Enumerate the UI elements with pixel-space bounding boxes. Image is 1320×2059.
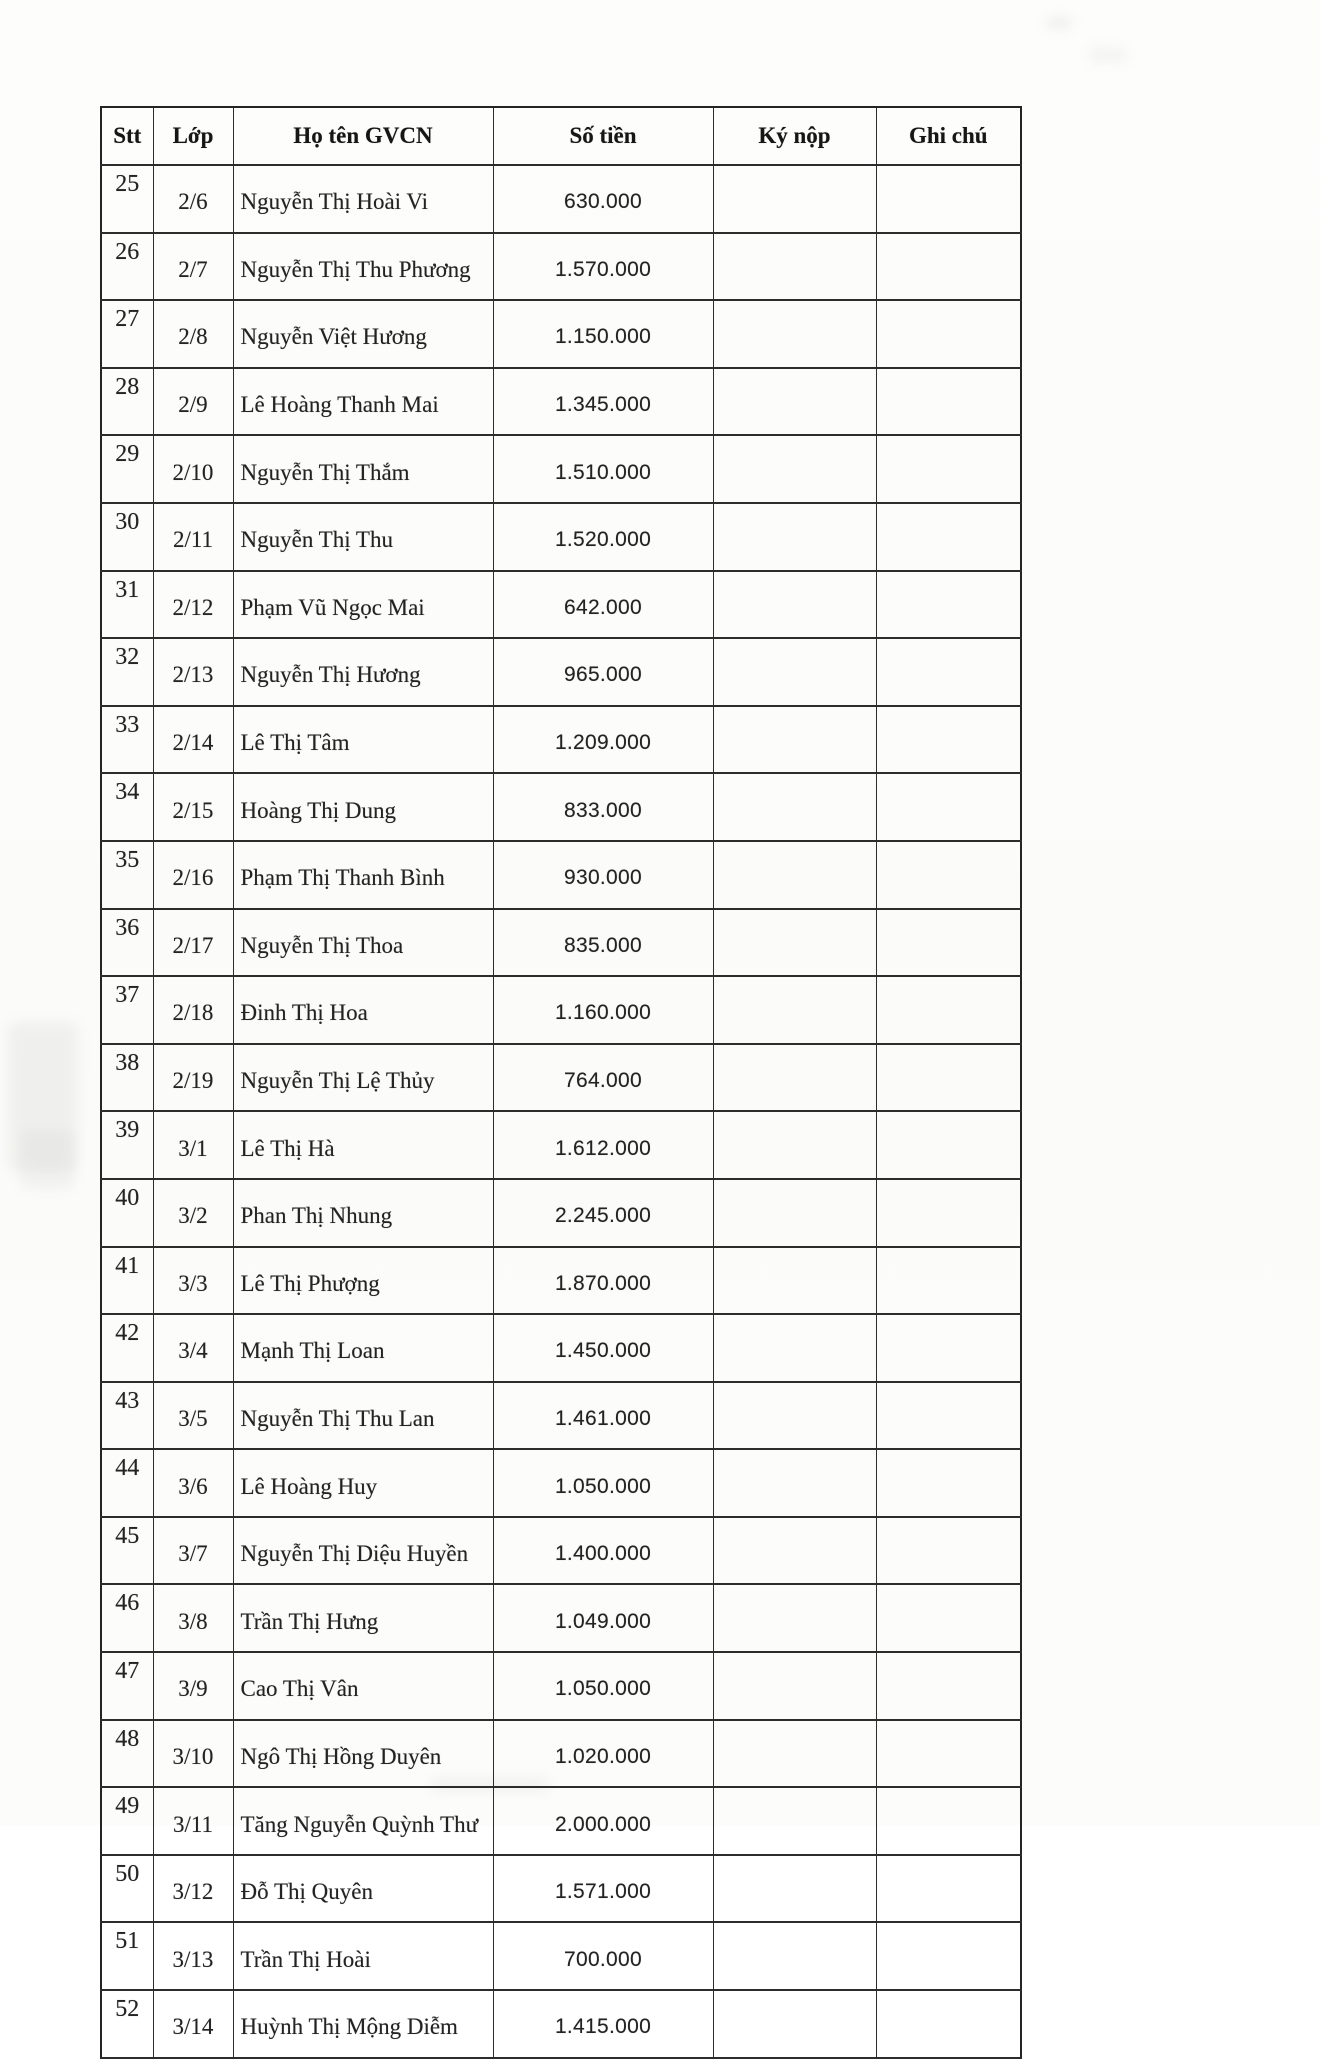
- row-teacher-name: Trần Thị Hưng: [233, 1584, 493, 1652]
- row-class: 3/6: [153, 1449, 233, 1517]
- row-signature: [713, 1044, 876, 1112]
- row-teacher-name: Đỗ Thị Quyên: [233, 1855, 493, 1923]
- row-class: 3/2: [153, 1179, 233, 1247]
- row-stt: 27: [101, 300, 153, 368]
- row-stt: 38: [101, 1044, 153, 1112]
- header-signature: Ký nộp: [713, 107, 876, 165]
- row-amount: 1.510.000: [493, 435, 713, 503]
- row-signature: [713, 503, 876, 571]
- header-class: Lớp: [153, 107, 233, 165]
- row-class: 3/8: [153, 1584, 233, 1652]
- row-signature: [713, 1449, 876, 1517]
- row-amount: 833.000: [493, 773, 713, 841]
- row-stt: 25: [101, 165, 153, 233]
- row-note: [876, 503, 1021, 571]
- row-class: 2/15: [153, 773, 233, 841]
- row-stt: 31: [101, 571, 153, 639]
- row-signature: [713, 773, 876, 841]
- row-signature: [713, 909, 876, 977]
- row-amount: 1.870.000: [493, 1247, 713, 1315]
- row-teacher-name: Lê Hoàng Huy: [233, 1449, 493, 1517]
- row-signature: [713, 841, 876, 909]
- table-row: [101, 233, 1021, 301]
- row-teacher-name: Nguyễn Thị Hoài Vi: [233, 165, 493, 233]
- table-row: [101, 1111, 1021, 1179]
- row-signature: [713, 1922, 876, 1990]
- row-teacher-name: Nguyễn Thị Thắm: [233, 435, 493, 503]
- table-row: [101, 706, 1021, 774]
- row-class: 3/5: [153, 1382, 233, 1450]
- row-amount: 1.050.000: [493, 1449, 713, 1517]
- row-class: 2/12: [153, 571, 233, 639]
- row-class: 2/11: [153, 503, 233, 571]
- header-teacher: Họ tên GVCN: [233, 107, 493, 165]
- table-row: [101, 638, 1021, 706]
- table-row: [101, 909, 1021, 977]
- row-note: [876, 841, 1021, 909]
- row-note: [876, 1247, 1021, 1315]
- row-stt: 26: [101, 233, 153, 301]
- row-signature: [713, 571, 876, 639]
- row-class: 3/4: [153, 1314, 233, 1382]
- table-row: [101, 1449, 1021, 1517]
- row-teacher-name: Mạnh Thị Loan: [233, 1314, 493, 1382]
- teacher-payment-table: [100, 106, 1022, 2059]
- row-signature: [713, 638, 876, 706]
- row-signature: [713, 300, 876, 368]
- table-row: [101, 1314, 1021, 1382]
- row-class: 3/11: [153, 1787, 233, 1855]
- row-stt: 46: [101, 1584, 153, 1652]
- row-teacher-name: Đinh Thị Hoa: [233, 976, 493, 1044]
- row-class: 3/10: [153, 1720, 233, 1788]
- table-row: [101, 1247, 1021, 1315]
- row-stt: 47: [101, 1652, 153, 1720]
- table-row: [101, 165, 1021, 233]
- row-note: [876, 638, 1021, 706]
- row-note: [876, 1855, 1021, 1923]
- table-row: [101, 300, 1021, 368]
- row-amount: 1.520.000: [493, 503, 713, 571]
- row-stt: 30: [101, 503, 153, 571]
- row-amount: 642.000: [493, 571, 713, 639]
- row-note: [876, 909, 1021, 977]
- row-signature: [713, 976, 876, 1044]
- row-stt: 50: [101, 1855, 153, 1923]
- row-teacher-name: Phan Thị Nhung: [233, 1179, 493, 1247]
- header-stt: Stt: [101, 107, 153, 165]
- row-note: [876, 1382, 1021, 1450]
- row-note: [876, 300, 1021, 368]
- row-note: [876, 1787, 1021, 1855]
- row-teacher-name: Nguyễn Thị Lệ Thủy: [233, 1044, 493, 1112]
- table-row: [101, 1855, 1021, 1923]
- row-stt: 45: [101, 1517, 153, 1585]
- table-row: [101, 1922, 1021, 1990]
- row-signature: [713, 1720, 876, 1788]
- row-signature: [713, 1111, 876, 1179]
- row-teacher-name: Hoàng Thị Dung: [233, 773, 493, 841]
- row-amount: 965.000: [493, 638, 713, 706]
- row-amount: 1.415.000: [493, 1990, 713, 2058]
- row-teacher-name: Lê Thị Hà: [233, 1111, 493, 1179]
- row-amount: 1.461.000: [493, 1382, 713, 1450]
- row-signature: [713, 1179, 876, 1247]
- table-row: [101, 1720, 1021, 1788]
- row-amount: 2.245.000: [493, 1179, 713, 1247]
- row-class: 2/14: [153, 706, 233, 774]
- row-class: 2/8: [153, 300, 233, 368]
- table-row: [101, 773, 1021, 841]
- row-note: [876, 1179, 1021, 1247]
- row-amount: 1.345.000: [493, 368, 713, 436]
- row-stt: 52: [101, 1990, 153, 2058]
- row-teacher-name: Cao Thị Vân: [233, 1652, 493, 1720]
- row-stt: 37: [101, 976, 153, 1044]
- row-stt: 42: [101, 1314, 153, 1382]
- row-amount: 1.400.000: [493, 1517, 713, 1585]
- row-teacher-name: Phạm Vũ Ngọc Mai: [233, 571, 493, 639]
- row-note: [876, 233, 1021, 301]
- row-note: [876, 773, 1021, 841]
- row-note: [876, 571, 1021, 639]
- row-class: 2/18: [153, 976, 233, 1044]
- row-teacher-name: Nguyễn Thị Thu Lan: [233, 1382, 493, 1450]
- row-signature: [713, 435, 876, 503]
- row-stt: 40: [101, 1179, 153, 1247]
- row-amount: 1.160.000: [493, 976, 713, 1044]
- row-class: 2/16: [153, 841, 233, 909]
- row-amount: 1.612.000: [493, 1111, 713, 1179]
- row-amount: 1.049.000: [493, 1584, 713, 1652]
- table-row: [101, 571, 1021, 639]
- row-amount: 1.450.000: [493, 1314, 713, 1382]
- row-teacher-name: Lê Hoàng Thanh Mai: [233, 368, 493, 436]
- row-note: [876, 1990, 1021, 2058]
- row-amount: 1.570.000: [493, 233, 713, 301]
- table-row: [101, 1584, 1021, 1652]
- row-signature: [713, 1247, 876, 1315]
- row-signature: [713, 1855, 876, 1923]
- row-class: 2/10: [153, 435, 233, 503]
- row-class: 2/19: [153, 1044, 233, 1112]
- row-class: 3/3: [153, 1247, 233, 1315]
- row-stt: 41: [101, 1247, 153, 1315]
- row-amount: 630.000: [493, 165, 713, 233]
- row-note: [876, 1720, 1021, 1788]
- row-teacher-name: Nguyễn Thị Thoa: [233, 909, 493, 977]
- row-note: [876, 706, 1021, 774]
- row-class: 3/1: [153, 1111, 233, 1179]
- row-class: 2/7: [153, 233, 233, 301]
- payment-table-container: [100, 106, 1020, 2059]
- row-class: 2/17: [153, 909, 233, 977]
- header-amount: Số tiền: [493, 107, 713, 165]
- row-class: 3/7: [153, 1517, 233, 1585]
- row-note: [876, 165, 1021, 233]
- row-note: [876, 368, 1021, 436]
- row-amount: 930.000: [493, 841, 713, 909]
- row-stt: 34: [101, 773, 153, 841]
- row-signature: [713, 1584, 876, 1652]
- row-signature: [713, 1314, 876, 1382]
- table-row: [101, 976, 1021, 1044]
- table-row: [101, 1382, 1021, 1450]
- table-row: [101, 435, 1021, 503]
- row-signature: [713, 165, 876, 233]
- row-signature: [713, 1787, 876, 1855]
- row-stt: 33: [101, 706, 153, 774]
- row-teacher-name: Lê Thị Tâm: [233, 706, 493, 774]
- row-stt: 39: [101, 1111, 153, 1179]
- row-note: [876, 1449, 1021, 1517]
- table-row: [101, 1652, 1021, 1720]
- table-row: [101, 1517, 1021, 1585]
- row-amount: 1.020.000: [493, 1720, 713, 1788]
- row-signature: [713, 233, 876, 301]
- row-note: [876, 435, 1021, 503]
- row-teacher-name: Ngô Thị Hồng Duyên: [233, 1720, 493, 1788]
- row-class: 3/13: [153, 1922, 233, 1990]
- table-row: [101, 1179, 1021, 1247]
- row-amount: 1.571.000: [493, 1855, 713, 1923]
- row-teacher-name: Trần Thị Hoài: [233, 1922, 493, 1990]
- row-note: [876, 1652, 1021, 1720]
- row-signature: [713, 1517, 876, 1585]
- table-row: [101, 1990, 1021, 2058]
- row-amount: 1.150.000: [493, 300, 713, 368]
- row-note: [876, 1044, 1021, 1112]
- row-stt: 51: [101, 1922, 153, 1990]
- row-class: 2/6: [153, 165, 233, 233]
- row-note: [876, 976, 1021, 1044]
- row-stt: 43: [101, 1382, 153, 1450]
- row-teacher-name: Nguyễn Thị Diệu Huyền: [233, 1517, 493, 1585]
- row-amount: 835.000: [493, 909, 713, 977]
- row-stt: 32: [101, 638, 153, 706]
- header-row: [101, 107, 1021, 165]
- table-row: [101, 841, 1021, 909]
- row-stt: 49: [101, 1787, 153, 1855]
- row-teacher-name: Nguyễn Thị Thu: [233, 503, 493, 571]
- row-class: 2/9: [153, 368, 233, 436]
- row-note: [876, 1314, 1021, 1382]
- row-amount: 2.000.000: [493, 1787, 713, 1855]
- row-signature: [713, 1652, 876, 1720]
- row-stt: 35: [101, 841, 153, 909]
- table-row: [101, 503, 1021, 571]
- row-note: [876, 1517, 1021, 1585]
- row-class: 3/12: [153, 1855, 233, 1923]
- row-signature: [713, 1990, 876, 2058]
- table-row: [101, 368, 1021, 436]
- row-class: 2/13: [153, 638, 233, 706]
- row-teacher-name: Nguyễn Việt Hương: [233, 300, 493, 368]
- row-signature: [713, 706, 876, 774]
- row-signature: [713, 368, 876, 436]
- row-stt: 48: [101, 1720, 153, 1788]
- scan-artifact: [1088, 48, 1128, 62]
- table-row: [101, 1787, 1021, 1855]
- table-row: [101, 1044, 1021, 1112]
- row-amount: 1.209.000: [493, 706, 713, 774]
- row-teacher-name: Huỳnh Thị Mộng Diễm: [233, 1990, 493, 2058]
- row-note: [876, 1584, 1021, 1652]
- row-class: 3/14: [153, 1990, 233, 2058]
- row-stt: 28: [101, 368, 153, 436]
- row-stt: 36: [101, 909, 153, 977]
- row-teacher-name: Nguyễn Thị Thu Phương: [233, 233, 493, 301]
- row-amount: 700.000: [493, 1922, 713, 1990]
- row-note: [876, 1922, 1021, 1990]
- row-stt: 44: [101, 1449, 153, 1517]
- row-teacher-name: Nguyễn Thị Hương: [233, 638, 493, 706]
- row-stt: 29: [101, 435, 153, 503]
- header-note: Ghi chú: [876, 107, 1021, 165]
- row-class: 3/9: [153, 1652, 233, 1720]
- row-teacher-name: Phạm Thị Thanh Bình: [233, 841, 493, 909]
- scan-artifact: [20, 1130, 75, 1190]
- row-amount: 1.050.000: [493, 1652, 713, 1720]
- row-signature: [713, 1382, 876, 1450]
- row-amount: 764.000: [493, 1044, 713, 1112]
- scan-artifact: [1046, 18, 1072, 28]
- row-teacher-name: Lê Thị Phượng: [233, 1247, 493, 1315]
- row-teacher-name: Tăng Nguyễn Quỳnh Thư: [233, 1787, 493, 1855]
- row-note: [876, 1111, 1021, 1179]
